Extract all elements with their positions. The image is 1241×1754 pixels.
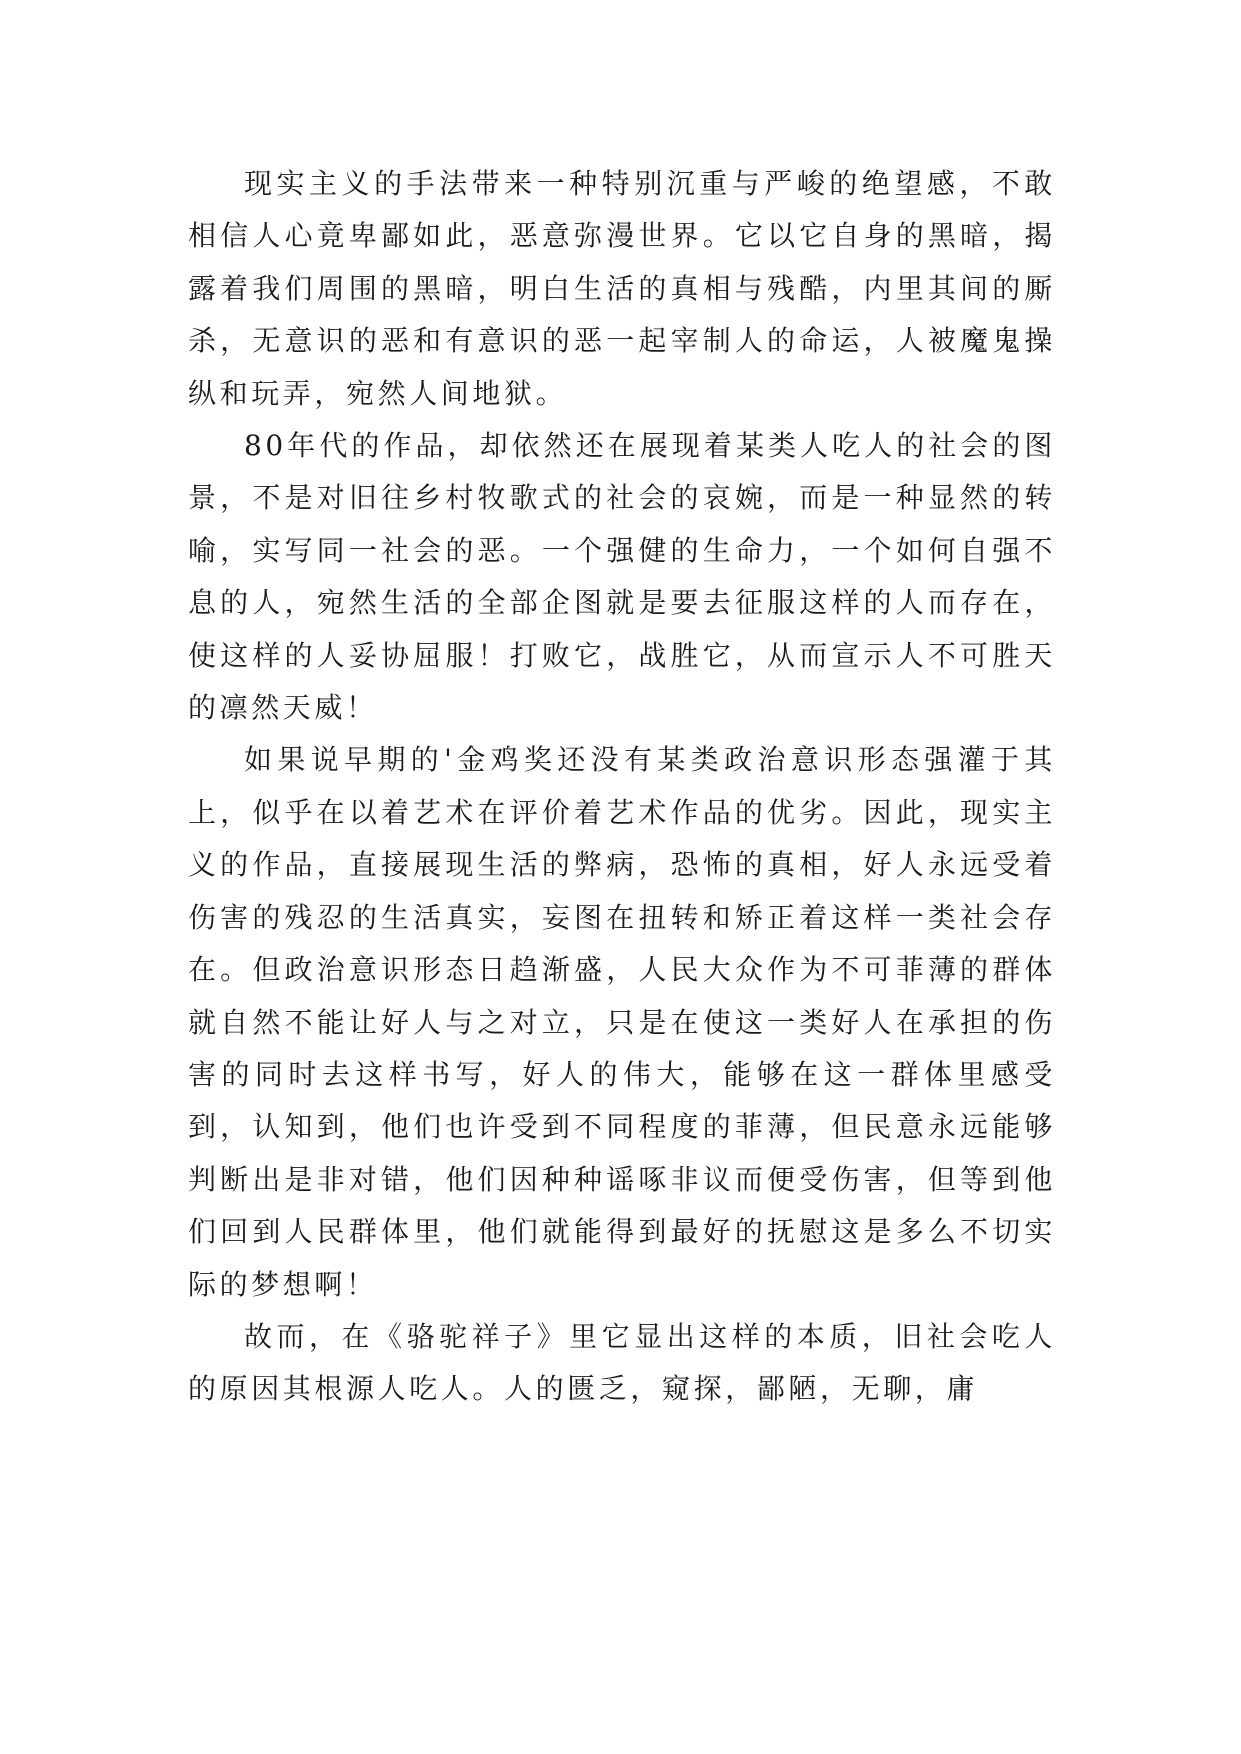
body-text [188,158,1056,1416]
paragraph: 80年代的作品，却依然还在展现着某类人吃人的社会的图景，不是对旧往乡村牧歌式的社会的哀婉，而是一种显然的转喻，实写同一社会的恶。一个强健的生命力，一个如何自强不息的人，宛然生活的全部企图就是要去征服这样的人而存在，使这样的人妥协屈服！打败它，战胜它，从而宣示人不可胜天的凛然天威！ [188,429,1056,725]
paragraph: 故而，在《骆驼祥子》里它显出这样的本质，旧社会吃人的原因其根源人吃人。人的匮乏，窥探，鄙陋，无聊，庸 [188,1319,1056,1406]
paragraph: 现实主义的手法带来一种特别沉重与严峻的绝望感，不敢相信人心竟卑鄙如此，恶意弥漫世界。它以它自身的黑暗，揭露着我们周围的黑暗，明白生活的真相与残酷，内里其间的厮杀，无意识的恶和有意识的恶一起宰制人的命运，人被魔鬼操纵和玩弄，宛然人间地狱。 [188,167,1056,410]
paragraph: 如果说早期的'金鸡奖还没有某类政治意识形态强灌于其上，似乎在以着艺术在评价着艺术作品的优劣。因此，现实主义的作品，直接展现生活的弊病，恐怖的真相，好人永远受着伤害的残忍的生活真实，妄图在扭转和矫正着这样一类社会存在。但政治意识形态日趋渐盛，人民大众作为不可菲薄的群体就自然不能让好人与之对立，只是在使这一类好人在承担的伤害的同时去这样书写，好人的伟大，能够在这一群体里感受到，认知到，他们也许受到不同程度的菲薄，但民意永远能够判断出是非对错，他们因种种谣啄非议而便受伤害，但等到他们回到人民群体里，他们就能得到最好的抚慰这是多么不切实际的梦想啊！ [188,743,1056,1301]
